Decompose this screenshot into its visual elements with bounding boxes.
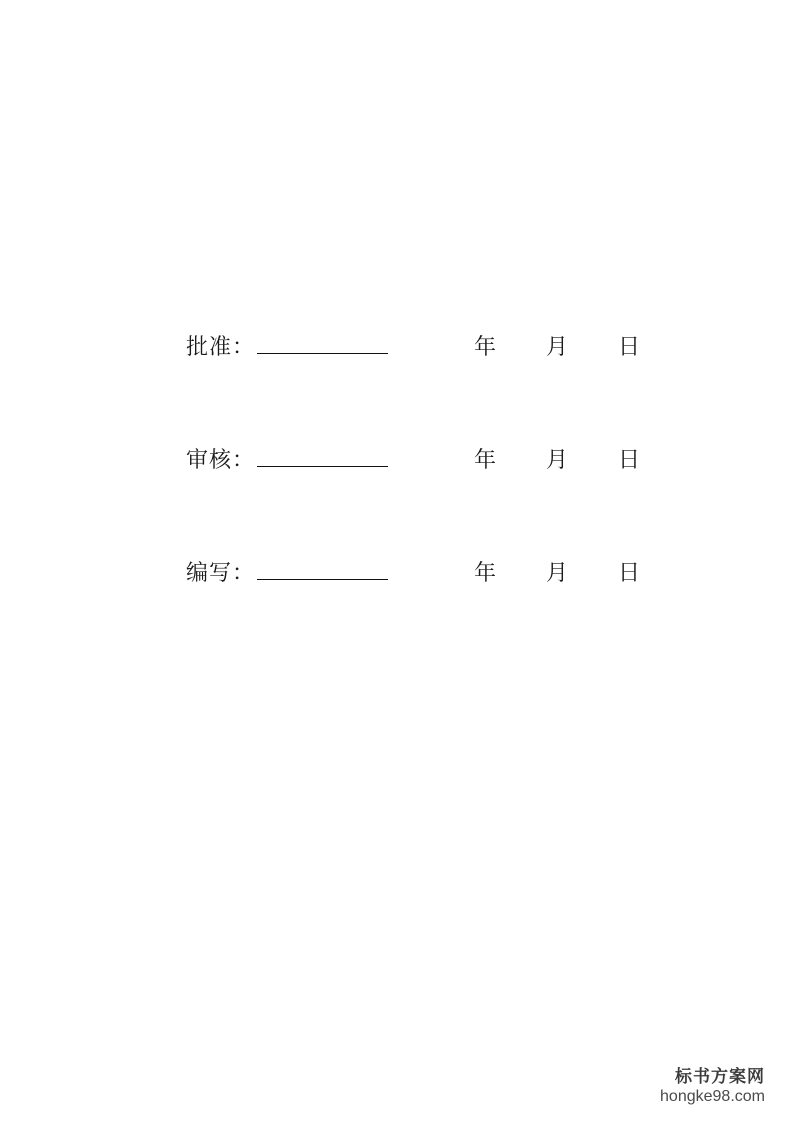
signature-row-review	[186, 443, 706, 556]
signature-line-author[interactable]	[257, 559, 388, 580]
year-unit-approve: 年	[474, 334, 498, 359]
signature-date-approve	[474, 330, 641, 361]
day-unit-review: 日	[618, 447, 642, 472]
month-unit-review: 月	[546, 447, 570, 472]
signature-label-approve: 批准：	[186, 334, 256, 359]
signature-row-approve	[186, 330, 706, 443]
signature-label-review: 审核：	[186, 447, 256, 472]
watermark-site-url: hongke98.com	[660, 1087, 765, 1105]
year-unit-review: 年	[474, 447, 498, 472]
watermark-site-name: 标书方案网	[675, 1067, 765, 1088]
signature-label-author: 编写：	[186, 560, 256, 585]
signature-line-approve[interactable]	[257, 333, 388, 354]
month-unit-author: 月	[546, 560, 570, 585]
month-unit-approve: 月	[546, 334, 570, 359]
day-unit-approve: 日	[618, 334, 642, 359]
watermark	[660, 1068, 765, 1106]
signature-block	[186, 330, 706, 669]
signature-line-review[interactable]	[257, 446, 388, 467]
signature-date-review	[474, 443, 641, 474]
signature-date-author	[474, 556, 641, 587]
day-unit-author: 日	[618, 560, 642, 585]
signature-row-author	[186, 556, 706, 669]
year-unit-author: 年	[474, 560, 498, 585]
